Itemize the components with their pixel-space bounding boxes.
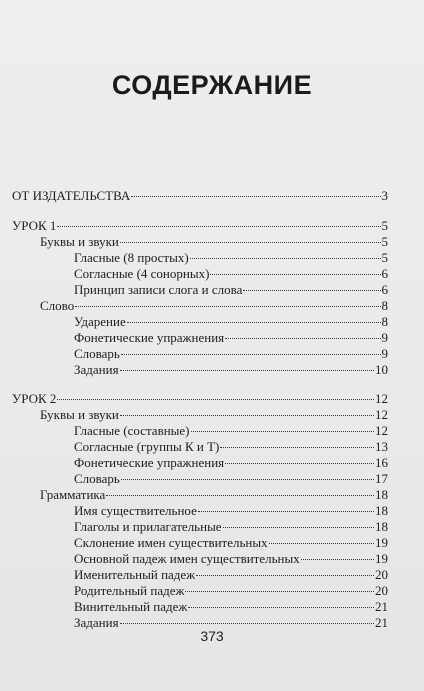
page-number: 373: [200, 628, 224, 644]
toc-entry: [74, 567, 388, 583]
toc-entry-label: Словарь: [74, 346, 120, 361]
dot-leader: [57, 396, 374, 400]
dot-leader: [127, 319, 381, 323]
toc-entry: [74, 503, 388, 519]
toc-entry-page: 18: [375, 503, 388, 518]
toc-entry: [40, 298, 388, 314]
dot-leader: [57, 223, 380, 227]
toc-entry-label: Принцип записи слога и слова: [74, 282, 243, 297]
toc-entry-page: 20: [375, 567, 388, 582]
toc-entry-page: 3: [381, 188, 388, 203]
toc-entry-page: 18: [375, 519, 388, 534]
dot-leader: [120, 367, 374, 371]
toc-entry-page: 9: [381, 346, 388, 361]
toc-entry-page: 5: [381, 250, 388, 265]
dot-leader: [120, 620, 374, 624]
dot-leader: [185, 588, 374, 592]
dot-leader: [196, 572, 374, 576]
dot-leader: [225, 460, 374, 464]
dot-leader: [225, 335, 380, 339]
toc-entry-label: Именительный падеж: [74, 567, 196, 582]
toc-entry-page: 21: [375, 615, 388, 630]
toc-entry-label: Имя существительное: [74, 503, 197, 518]
toc-entry: [74, 471, 388, 487]
dot-leader: [210, 271, 380, 275]
toc-entry: [40, 487, 388, 503]
toc-entry-page: 19: [375, 551, 388, 566]
toc-entry: [74, 314, 388, 330]
toc-entry-label: Родительный падеж: [74, 583, 185, 598]
dot-leader: [188, 604, 374, 608]
dot-leader: [106, 492, 374, 496]
toc-entry: [74, 423, 388, 439]
toc-entry: [40, 407, 388, 423]
toc-entry-label: Буквы и звуки: [40, 234, 119, 249]
toc-entry-page: 9: [381, 330, 388, 345]
toc-entry-page: 16: [375, 455, 388, 470]
toc-entry-label: Словарь: [74, 471, 120, 486]
toc-entry: [74, 266, 388, 282]
toc-entry: [74, 599, 388, 615]
toc-entry-page: 18: [375, 487, 388, 502]
toc-entry-page: 13: [375, 439, 388, 454]
toc-entry: [74, 330, 388, 346]
toc-entry-page: 8: [381, 314, 388, 329]
toc-entry-page: 17: [375, 471, 388, 486]
dot-leader: [121, 476, 374, 480]
dot-leader: [198, 508, 374, 512]
toc-entry-page: 8: [381, 298, 388, 313]
toc-entry: [40, 234, 388, 250]
toc-entry-page: 10: [375, 362, 388, 377]
toc-entry: [74, 250, 388, 266]
toc-entry: [74, 362, 388, 378]
toc-entry-page: 6: [381, 266, 388, 281]
toc-entry-label: УРОК 1: [12, 218, 57, 233]
toc-entry-label: Гласные (составные): [74, 423, 190, 438]
toc-entry: [12, 218, 388, 234]
toc-entry: [12, 188, 388, 204]
toc-entry-label: Согласные (4 сонорных): [74, 266, 210, 281]
page-title: СОДЕРЖАНИЕ: [111, 70, 313, 100]
dot-leader: [223, 524, 374, 528]
toc-entry-label: Основной падеж имен существительных: [74, 551, 300, 566]
toc-entry-label: УРОК 2: [12, 391, 57, 406]
toc-entry-label: Глаголы и прилагательные: [74, 519, 222, 534]
toc-entry-page: 12: [375, 423, 388, 438]
toc-entry-label: Фонетические упражнения: [74, 330, 225, 345]
toc-entry: [74, 535, 388, 551]
dot-leader: [220, 444, 374, 448]
toc-entry-label: Фонетические упражнения: [74, 455, 225, 470]
toc-entry-label: Задания: [74, 615, 119, 630]
dot-leader: [269, 540, 374, 544]
toc-entry: [74, 551, 388, 567]
dot-leader: [131, 193, 380, 197]
dot-leader: [121, 351, 381, 355]
dot-leader: [75, 303, 380, 307]
toc-entry-page: 5: [381, 218, 388, 233]
toc-entry-label: Винительный падеж: [74, 599, 188, 614]
toc-entry: [74, 439, 388, 455]
toc-entry: [12, 391, 388, 407]
toc-entry: [74, 282, 388, 298]
toc-entry: [74, 455, 388, 471]
toc-entry-page: 5: [381, 234, 388, 249]
dot-leader: [191, 428, 374, 432]
toc-entry-page: 12: [375, 391, 388, 406]
dot-leader: [243, 287, 380, 291]
dot-leader: [120, 239, 381, 243]
toc-entry-label: Буквы и звуки: [40, 407, 119, 422]
dot-leader: [190, 255, 381, 259]
toc-entry-page: 20: [375, 583, 388, 598]
toc-entry: [74, 519, 388, 535]
toc-entry-page: 6: [381, 282, 388, 297]
toc-entry-label: Ударение: [74, 314, 126, 329]
dot-leader: [120, 412, 374, 416]
toc-entry-label: Согласные (группы К и Т): [74, 439, 220, 454]
toc-entry-page: 19: [375, 535, 388, 550]
toc-entry-page: 12: [375, 407, 388, 422]
toc-entry-label: Гласные (8 простых): [74, 250, 189, 265]
toc-entry-label: Слово: [40, 298, 75, 313]
toc-entry-label: Склонение имен существительных: [74, 535, 268, 550]
toc-entry-label: Грамматика: [40, 487, 106, 502]
toc-entry-label: ОТ ИЗДАТЕЛЬСТВА: [12, 188, 131, 203]
toc-entry-page: 21: [375, 599, 388, 614]
toc-entry: [74, 346, 388, 362]
toc-entry: [74, 583, 388, 599]
dot-leader: [301, 556, 374, 560]
toc-entry-label: Задания: [74, 362, 119, 377]
